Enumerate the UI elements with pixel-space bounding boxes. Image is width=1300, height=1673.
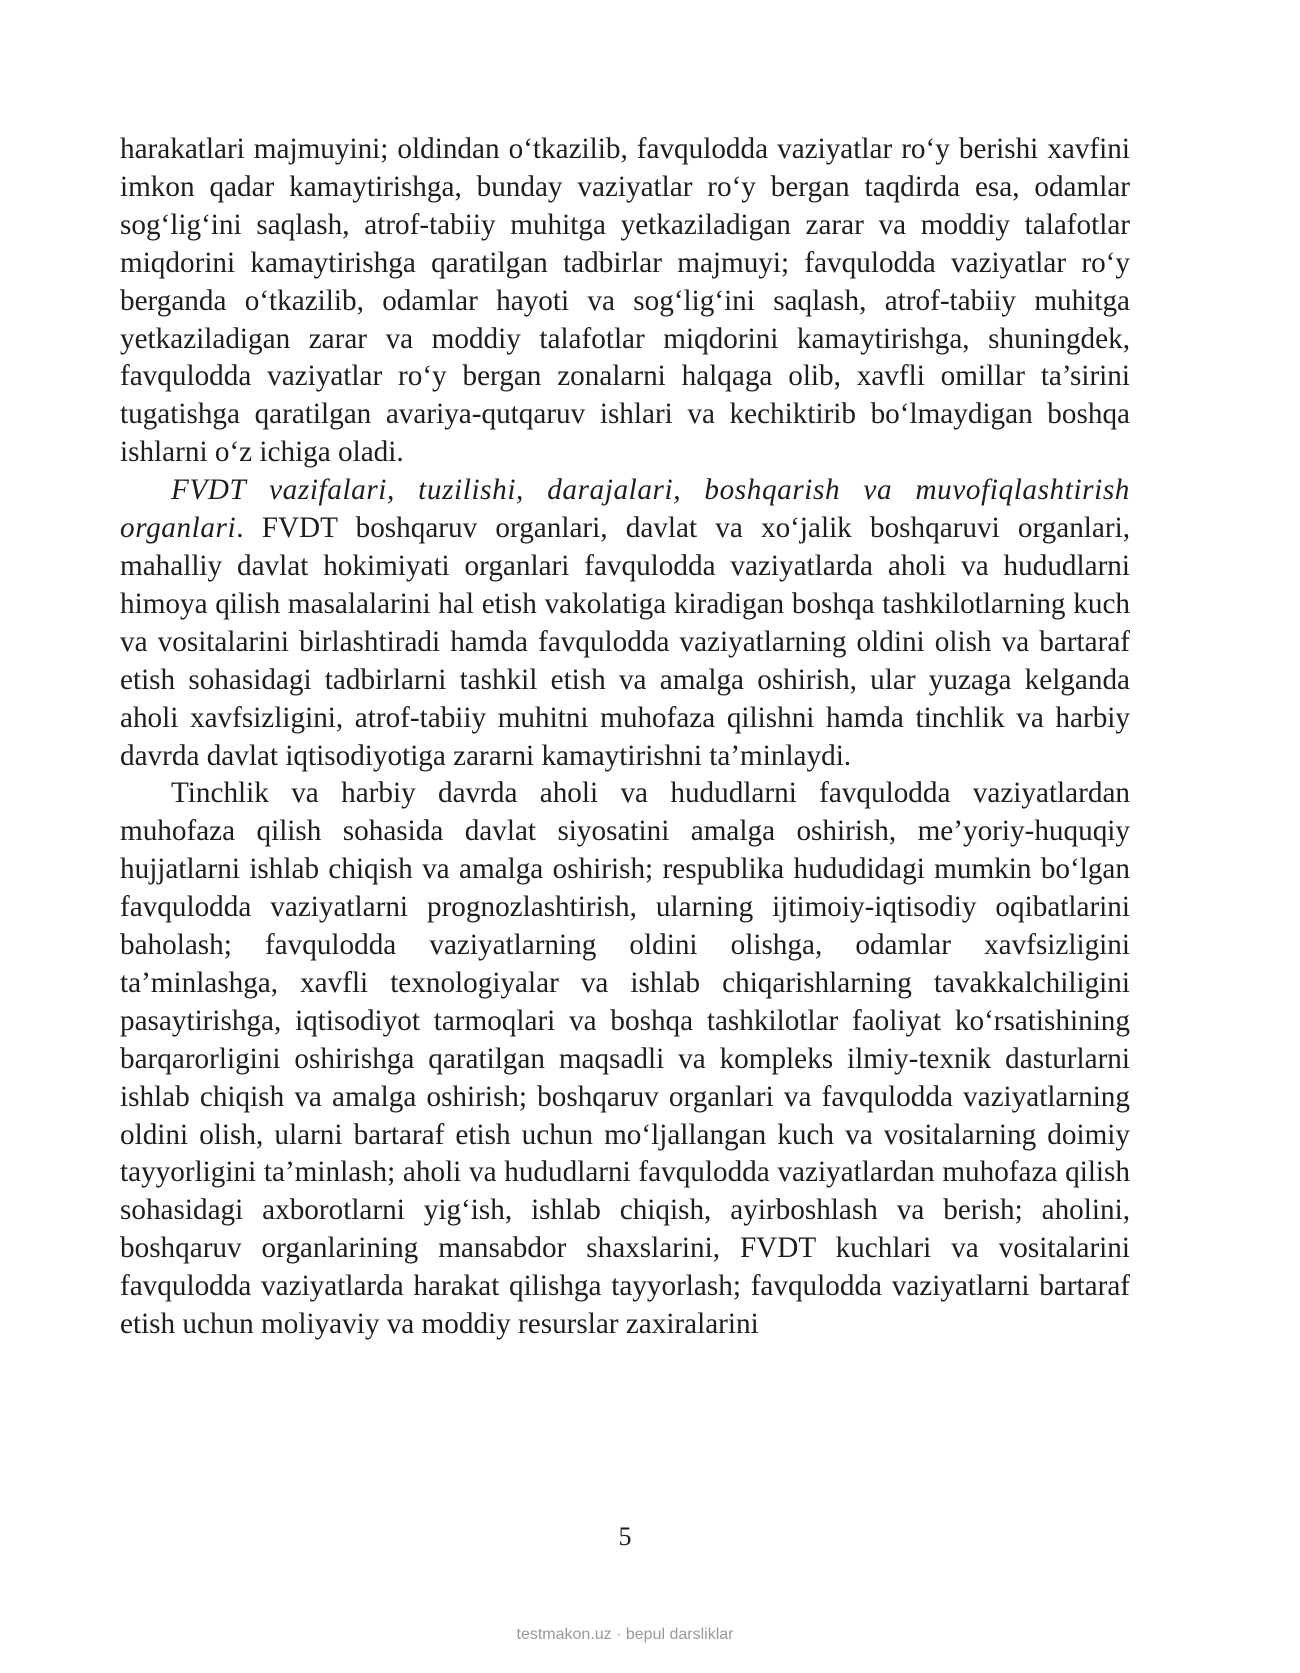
footer-watermark: testmakon.uz · bepul darsliklar bbox=[516, 1626, 734, 1643]
paragraph-3: Tinchlik va harbiy davrda aholi va hududlarni favqulodda vaziyatlardan muhofaza qilish sohasida davlat siyosatini amalga oshirish, me’yoriy-huquqiy hujjatlarni ishlab chiqish va amalga oshirish; respublika hududidagi mumkin bo‘lgan favqulodda vaziyatlarni prognozlashtirish, ularning ijtimoiy-iqtisodiy oqibatlarini baholash; favqulodda vaziyatlarning oldini olishga, odamlar xavfsizligini ta’minlashga, xavfli texnologiyalar va ishlab chiqarishlarning tavakkalchiligini pasaytirishga, iqtisodiyot tarmoqlari va boshqa tashkilotlar faoliyat ko‘rsatishining barqarorligini oshirishga qaratilgan maqsadli va kompleks ilmiy-texnik dasturlarni ishlab chiqish va amalga oshirish; boshqaruv organlari va favqulodda vaziyatlarning oldini olish, ularni bartaraf etish uchun mo‘ljallangan kuch va vositalarning doimiy tayyorligini ta’minlash; aholi va hududlarni favqulodda vaziyatlardan muhofaza qilish sohasidagi axborotlarni yig‘ish, ishlab chiqish, ayirboshlash va berish; aholini, boshqaruv organlarining mansabdor shaxslarini, FVDT kuchlari va vositalarini favqulodda vaziyatlarda harakat qilishga tayyorlash; favqulodda vaziyatlarni bartaraf etish uchun moliyaviy va moddiy resurslar zaxiralarini bbox=[120, 777, 1130, 1341]
paragraph-2 bbox=[120, 472, 1130, 775]
page-body bbox=[120, 131, 1130, 1344]
paragraph-2-text: . FVDT boshqaruv organlari, davlat va xo‘jalik boshqaruvi organlari, mahalliy davlat hokimiyati organlari favqulodda vaziyatlarda aholi va hududlarni himoya qilish masalalarini hal etish vakolatiga kiradigan boshqa tashkilotlarning kuch va vositalarini birlashtiradi hamda favqulodda vaziyatlarning oldini olish va bartaraf etish sohasidagi tadbirlarni tashkil etish va amalga oshirish, ular yuzaga kelganda aholi xavfsizligini, atrof-tabiiy muhitni muhofaza qilishni hamda tinchlik va harbiy davrda davlat iqtisodiyotiga zararni kamaytirishni ta’minlaydi. bbox=[120, 512, 1130, 772]
page-number: 5 bbox=[618, 1522, 632, 1551]
section-heading: FVDT vazifalari, tuzilishi, darajalari, boshqarish va muvofiqlashtirish organlari bbox=[120, 474, 1130, 545]
paragraph-1: harakatlari majmuyini; oldindan o‘tkazilib, favqulodda vaziyatlar ro‘y berishi xavfini imkon qadar kamaytirishga, bunday vaziyatlar ro‘y bergan taqdirda esa, odamlar sog‘lig‘ini saqlash, atrof-tabiiy muhitga yetkaziladigan zarar va moddiy talafotlar miqdorini kamaytirishga qaratilgan tadbirlar majmuyi; favqulodda vaziyatlar ro‘y berganda o‘tkazilib, odamlar hayoti va sog‘lig‘ini saqlash, atrof-tabiiy muhitga yetkaziladigan zarar va moddiy talafotlar miqdorini kamaytirishga, shuningdek, favqulodda vaziyatlar ro‘y bergan zonalarni halqaga olib, xavfli omillar ta’sirini tugatishga qaratilgan avariya-qutqaruv ishlari va kechiktirib bo‘lmaydigan boshqa ishlarni o‘z ichiga oladi. bbox=[120, 133, 1130, 469]
